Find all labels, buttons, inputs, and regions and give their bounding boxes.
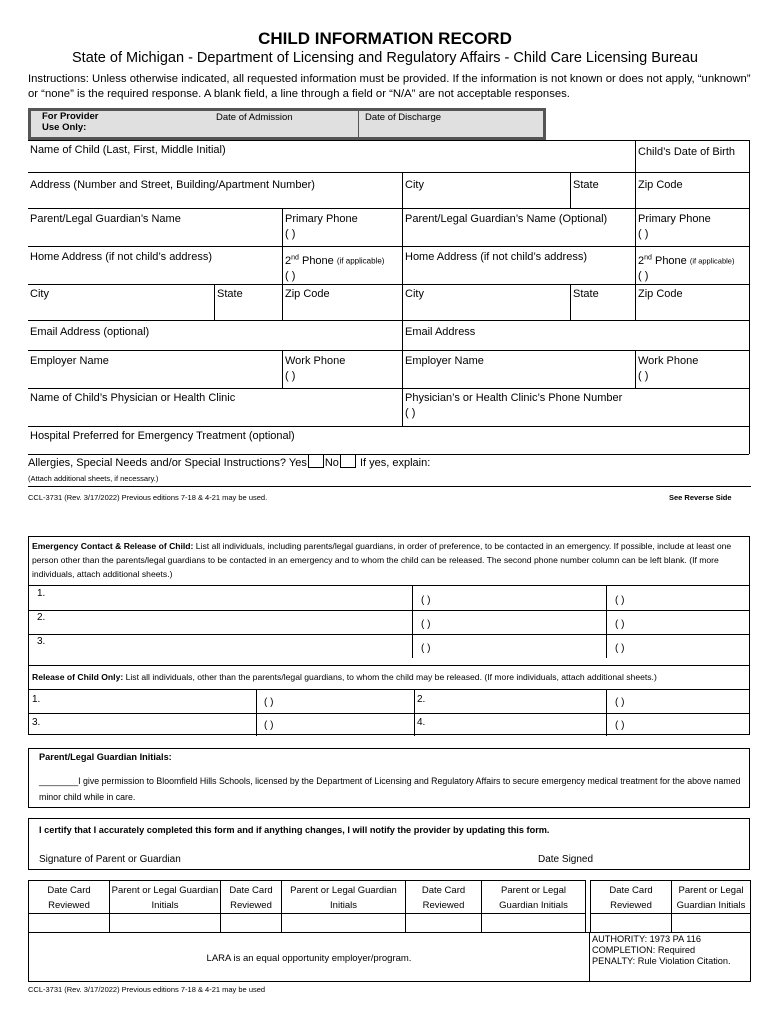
home-address-label: Home Address (if not child’s address) [405, 251, 587, 263]
release-3-number: 3. [32, 717, 41, 728]
release-rows [29, 689, 749, 736]
address-field[interactable] [28, 173, 403, 209]
physician-phone-field[interactable] [403, 389, 749, 427]
emergency-phone-2b[interactable]: ( ) [615, 619, 625, 630]
guardian-name-optional-label: Parent/Legal Guardian’s Name (Optional) [405, 213, 608, 225]
form-subtitle: State of Michigan - Department of Licensing and Regulatory Affairs - Child Care Licensing Bureau [72, 50, 698, 66]
state-field-1[interactable] [215, 285, 283, 321]
second-phone-label: 2nd Phone [285, 254, 334, 267]
guardian-initials-header-3: Parent or Legal Guardian Initials [481, 880, 586, 914]
date-card-reviewed-header-2: Date Card Reviewed [220, 880, 282, 914]
hospital-field[interactable] [28, 427, 749, 455]
phone-paren: ( ) [285, 269, 296, 282]
child-info-grid [28, 140, 750, 454]
allergies-label: Allergies, Special Needs and/or Special Instructions? [28, 457, 287, 469]
if-applicable-note: (if applicable) [689, 256, 735, 266]
see-reverse-note: See Reverse Side [669, 493, 732, 502]
state-field[interactable] [571, 173, 636, 209]
date-card-reviewed-header-1: Date Card Reviewed [28, 880, 110, 914]
lara-statement: LARA is an equal opportunity employer/program. [28, 932, 590, 982]
employer-label: Employer Name [30, 355, 109, 367]
date-signed-label[interactable]: Date Signed [538, 854, 594, 865]
date-card-reviewed-header-3: Date Card Reviewed [405, 880, 482, 914]
emergency-section [28, 536, 750, 735]
work-phone-field[interactable] [283, 351, 403, 389]
primary-phone-2-field[interactable] [636, 209, 749, 247]
physician-phone-label: Physician’s or Health Clinic’s Phone Number [405, 392, 623, 404]
release-1-number: 1. [32, 694, 41, 705]
primary-phone-label: Primary Phone [285, 213, 358, 225]
physician-label: Name of Child’s Physician or Health Clinic [30, 392, 236, 404]
release-2-number: 2. [417, 694, 426, 705]
city-field[interactable] [403, 173, 571, 209]
guardian-initials-header-4: Parent or Legal Guardian Initials [671, 880, 751, 914]
email-optional-label: Email Address (optional) [30, 326, 150, 338]
allergies-row [28, 454, 751, 469]
city-label: City [405, 179, 424, 191]
form-id-footer-2: CCL-3731 (Rev. 3/17/2022) Previous editions 7-18 & 4-21 may be used [28, 985, 266, 994]
form-title: CHILD INFORMATION RECORD [258, 29, 512, 48]
authority-text: AUTHORITY: 1973 PA 116 [592, 934, 701, 944]
release-phone-4[interactable]: ( ) [615, 720, 625, 731]
email-field[interactable] [403, 321, 749, 351]
release-instructions [32, 670, 744, 684]
city-label: City [30, 288, 49, 300]
review-entry-cell[interactable] [109, 913, 221, 933]
emergency-rows [29, 585, 749, 658]
instructions: Instructions: Unless otherwise indicated, all requested information must be provided. If the information is not known or does not apply, “unknown” or “none” is the required response. A blank field, a line through a field or “N/A” are not acceptable responses. [28, 73, 751, 100]
zip-label: Zip Code [638, 288, 683, 300]
employer-field[interactable] [28, 351, 283, 389]
provider-label: For Provider Use Only: [42, 111, 99, 133]
home-address-field[interactable] [28, 247, 283, 285]
no-checkbox[interactable] [340, 454, 356, 468]
emergency-phone-1[interactable]: ( ) [421, 595, 431, 606]
address-label: Address (Number and Street, Building/Apartment Number) [30, 179, 315, 191]
zip-field-2[interactable] [636, 285, 749, 321]
zip-label: Zip Code [285, 288, 330, 300]
attach-note: (Attach additional sheets, if necessary.) [28, 474, 159, 483]
second-phone-field[interactable] [283, 247, 403, 285]
if-applicable-note: (if applicable) [336, 256, 385, 266]
city-field-1[interactable] [28, 285, 215, 321]
date-card-reviewed-header-4: Date Card Reviewed [590, 880, 672, 914]
release-text: List all individuals, other than the parents/legal guardians, to whom the child may be released. (If more individuals, attach additional sheets.) [123, 672, 657, 682]
emergency-phone-3[interactable]: ( ) [421, 643, 431, 654]
city-field-2[interactable] [403, 285, 571, 321]
authority-box [589, 932, 751, 982]
state-label: State [573, 288, 599, 300]
review-entry-cell[interactable] [220, 913, 282, 933]
initials-heading: Parent/Legal Guardian Initials: [39, 752, 172, 762]
release-phone-1[interactable]: ( ) [264, 697, 274, 708]
emergency-heading: Emergency Contact & Release of Child: [32, 541, 194, 551]
emergency-phone-3b[interactable]: ( ) [615, 643, 625, 654]
guardian-initials-header-1: Parent or Legal Guardian Initials [109, 880, 221, 914]
zip-field[interactable] [636, 173, 749, 209]
child-dob-field[interactable] [636, 141, 749, 173]
second-phone-2-field[interactable] [636, 247, 749, 285]
if-yes-label: If yes, explain: [359, 457, 431, 469]
review-entry-cell[interactable] [590, 913, 672, 933]
phone-paren: ( ) [638, 228, 649, 240]
date-of-admission-label: Date of Admission [216, 112, 293, 123]
guardian-initials-header-2: Parent or Legal Guardian Initials [281, 880, 406, 914]
home-address-2-field[interactable] [403, 247, 636, 285]
form-id-footer: CCL-3731 (Rev. 3/17/2022) Previous editions 7-18 & 4-21 may be used. [28, 493, 268, 502]
phone-paren: ( ) [638, 370, 649, 382]
release-4-number: 4. [417, 717, 426, 728]
emergency-instructions [32, 539, 744, 581]
review-entry-cell[interactable] [281, 913, 406, 933]
emergency-row-1-number: 1. [37, 588, 46, 599]
certify-text: I certify that I accurately completed this form and if anything changes, I will notify the provider by updating this form. [39, 825, 550, 835]
certify-section [28, 818, 750, 870]
home-address-label: Home Address (if not child’s address) [30, 251, 212, 263]
release-heading-row [29, 665, 749, 690]
yes-label: Yes [288, 457, 307, 469]
phone-paren: ( ) [285, 228, 296, 240]
initials-section [28, 748, 750, 808]
zip-label: Zip Code [638, 179, 683, 191]
date-of-discharge-label: Date of Discharge [365, 112, 442, 123]
initials-permission-text[interactable]: ________I give permission to Bloomfield Hills Schools, licensed by the Department of Licensing and Regulatory Affairs to secure emergency medical treatment for the above named minor child while in care. [39, 776, 741, 802]
hospital-label: Hospital Preferred for Emergency Treatment (optional) [30, 430, 295, 442]
review-table [28, 880, 751, 982]
divider [28, 486, 751, 487]
primary-phone-label: Primary Phone [638, 213, 711, 225]
state-label: State [217, 288, 243, 300]
second-phone-label: 2nd Phone [638, 254, 687, 267]
state-label: State [573, 179, 599, 191]
no-label: No [324, 457, 339, 469]
work-phone-2-field[interactable] [636, 351, 749, 389]
penalty-text: PENALTY: Rule Violation Citation. [592, 956, 731, 966]
state-field-2[interactable] [571, 285, 636, 321]
work-phone-label: Work Phone [285, 355, 346, 367]
phone-paren: ( ) [405, 407, 416, 419]
email-label: Email Address [405, 326, 476, 338]
review-entry-cell[interactable] [671, 913, 751, 933]
completion-text: COMPLETION: Required [592, 945, 696, 955]
phone-paren: ( ) [285, 370, 296, 382]
signature-label[interactable]: Signature of Parent or Guardian [39, 854, 181, 865]
child-dob-label: Child’s Date of Birth [638, 146, 736, 158]
review-entry-cell[interactable] [481, 913, 586, 933]
employer-2-field[interactable] [403, 351, 636, 389]
emergency-text: List all individuals, including parents/legal guardians, in order of preference, to be contacted in an emergency. If possible, include at least one person other than the parents/legal guardians to be contacted in an emergency and to whom the child can be released. The second phone number column can be left blank. (If more individuals, attach additional sheets.) [32, 541, 732, 579]
email-optional-field[interactable] [28, 321, 403, 351]
guardian-name-label: Parent/Legal Guardian’s Name [30, 213, 181, 225]
phone-paren: ( ) [638, 269, 649, 282]
emergency-row-3-number: 3. [37, 636, 46, 647]
child-name-field[interactable] [28, 141, 636, 173]
work-phone-label: Work Phone [638, 355, 699, 367]
guardian-name-optional-field[interactable] [403, 209, 636, 247]
review-entry-cell[interactable] [405, 913, 482, 933]
release-heading: Release of Child Only: [32, 672, 124, 682]
emergency-row-2-number: 2. [37, 612, 46, 623]
physician-field[interactable] [28, 389, 403, 427]
yes-checkbox[interactable] [308, 454, 324, 468]
guardian-name-field[interactable] [28, 209, 283, 247]
release-phone-3[interactable]: ( ) [264, 720, 274, 731]
emergency-phone-1b[interactable]: ( ) [615, 595, 625, 606]
employer-label: Employer Name [405, 355, 484, 367]
provider-use-box [28, 108, 546, 140]
zip-field-1[interactable] [283, 285, 403, 321]
primary-phone-field[interactable] [283, 209, 403, 247]
city-label: City [405, 288, 424, 300]
child-name-label: Name of Child (Last, First, Middle Initial) [30, 144, 226, 156]
review-entry-cell[interactable] [28, 913, 110, 933]
emergency-phone-2[interactable]: ( ) [421, 619, 431, 630]
release-phone-2[interactable]: ( ) [615, 697, 625, 708]
